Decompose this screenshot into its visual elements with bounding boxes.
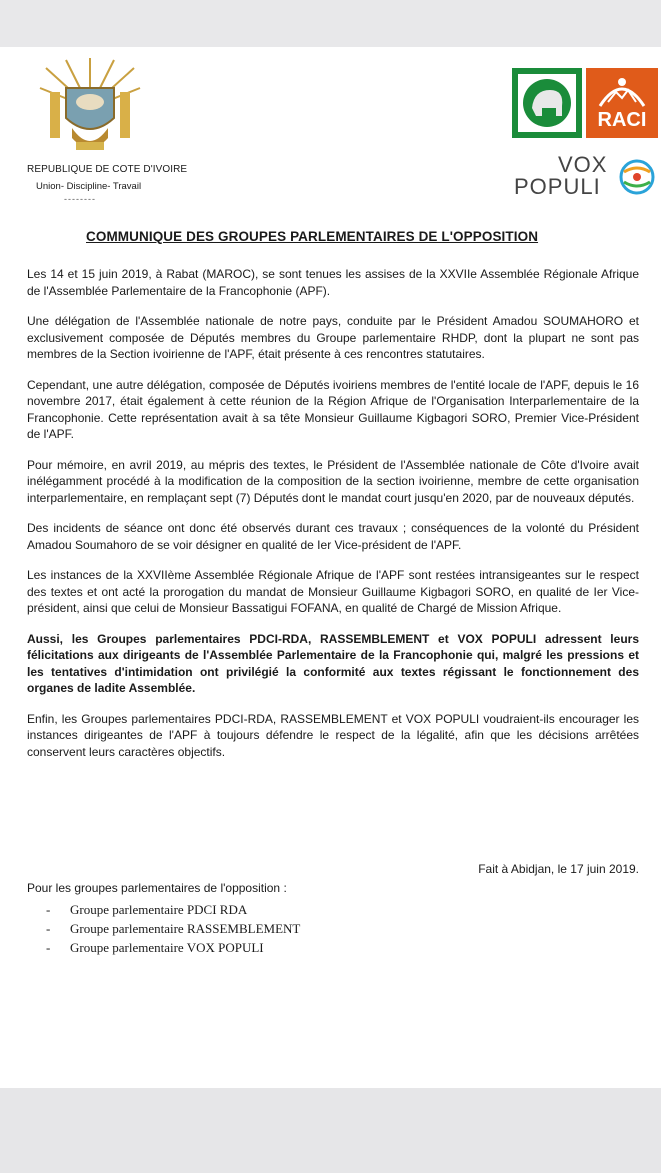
paragraph: Cependant, une autre délégation, composée de Députés ivoiriens membres de l'entité locale de l'APF, depuis le 16 novembre 2017, était également à cette réunion de la Région Afrique de l'Organisation Interparlementaire de la Francophonie. Cette représentation avait à sa tête Monsieur Guillaume Kigbagori SORO, Premier Vice-Président de l'APF.	[27, 377, 639, 441]
paragraph: Enfin, les Groupes parlementaires PDCI-RDA, RASSEMBLEMENT et VOX POPULI voudraient-ils encourager les instances dirigeantes de l'APF à toujours défendre le respect de la légalité, afin que les décisions arrêtées conservent leurs caractères objectifs.	[27, 711, 639, 759]
vox-populi-logo	[512, 150, 658, 202]
populi-label: POPULI	[514, 174, 601, 199]
pdci-rda-logo	[512, 68, 582, 138]
republic-name: REPUBLIQUE DE COTE D'IVOIRE	[27, 164, 188, 175]
raci-figure-icon	[586, 68, 658, 112]
raci-label: RACI	[597, 109, 647, 131]
signature-line: Fait à Abidjan, le 17 juin 2019.	[478, 862, 639, 876]
paragraph: Des incidents de séance ont donc été observés durant ces travaux ; conséquences de la volonté du Président Amadou Soumahoro de se voir désigner en qualité de Ier Vice-président de l'APF.	[27, 521, 639, 552]
list-item: - Groupe parlementaire RASSEMBLEMENT	[46, 919, 300, 938]
list-item: - Groupe parlementaire PDCI RDA	[46, 900, 300, 919]
vox-label: VOX	[558, 152, 608, 177]
vox-populi-globe-icon	[618, 158, 656, 196]
communique-body	[27, 266, 639, 774]
paragraph: Les instances de la XXVIIème Assemblée Régionale Afrique de l'APF sont restées intransigeantes sur le respect des textes et ont acté la prorogation du mandat de Monsieur Guillaume Kigbagori SORO, en qualité de Ier Vice-président, ainsi que celui de Monsieur Bassatigui FOFANA, en qualité de Chargé de Mission Afrique.	[27, 568, 639, 615]
national-motto: Union- Discipline- Travail	[36, 181, 142, 192]
list-item: - Groupe parlementaire VOX POPULI	[46, 938, 300, 957]
raci-logo	[586, 68, 658, 138]
for-groups-heading: Pour les groupes parlementaires de l'opposition :	[27, 881, 287, 895]
coat-of-arms-icon	[36, 58, 144, 158]
paragraph: Une délégation de l'Assemblée nationale de notre pays, conduite par le Président Amadou SOUMAHORO et exclusivement composée de Députés membres du Groupe parlementaire RHDP, dont la plupart ne sont pas membres de la Section ivoirienne de l'APF, était présente à ces rencontres statutaires.	[27, 314, 639, 361]
paragraph: Les 14 et 15 juin 2019, à Rabat (MAROC), se sont tenues les assises de la XXVIIe Assemblée Régionale Afrique de l'Assemblée Parlementaire de la Francophonie (APF).	[27, 267, 639, 298]
paragraph: Aussi, les Groupes parlementaires PDCI-RDA, RASSEMBLEMENT et VOX POPULI adressent leurs félicitations aux dirigeants de l'Assemblée Parlementaire de la Francophonie qui, malgré les pressions et les tentatives d'intimidation ont privilégié la conformité aux textes régissant le fonctionnement des organes de ladite Assemblée.	[27, 631, 639, 695]
pdci-elephant-icon	[512, 68, 582, 138]
header-separator: --------	[64, 194, 96, 204]
groups-list	[46, 900, 300, 957]
paragraph: Pour mémoire, en avril 2019, au mépris des textes, le Président de l'Assemblée nationale de Côte d'Ivoire avait inélégamment procédé à la modification de la composition de la section ivoirienne, membre de cette organisation interparlementaire, en remplaçant sept (7) Députés dont le mandat court jusqu'en 2020, par de nouveaux députés.	[27, 457, 639, 505]
bottom-margin	[0, 1088, 661, 1173]
communique-title: COMMUNIQUE DES GROUPES PARLEMENTAIRES DE L'OPPOSITION	[86, 229, 539, 244]
